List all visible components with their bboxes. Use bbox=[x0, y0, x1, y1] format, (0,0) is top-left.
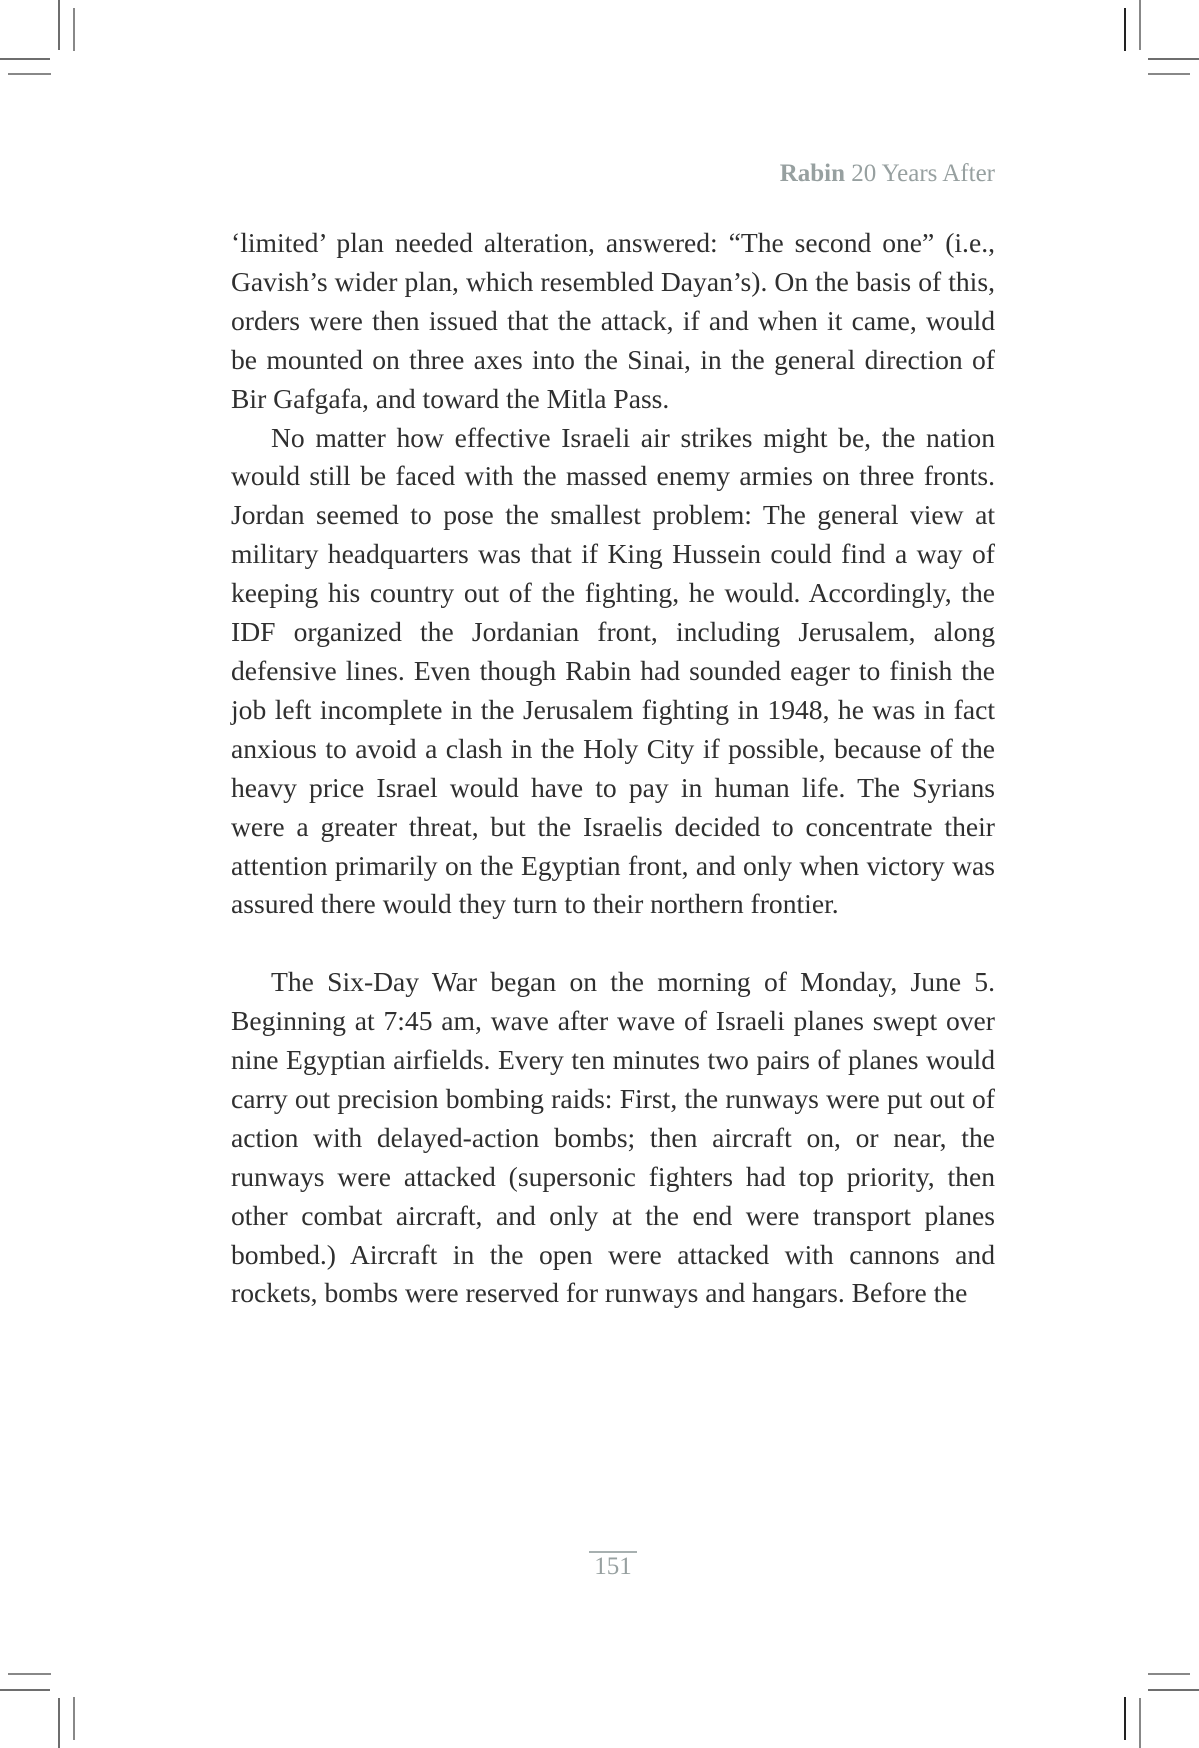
crop-mark-bottom-left-vertical-inner bbox=[73, 1697, 75, 1740]
paragraph: No matter how effective Israeli air strikes might be, the nation would still be faced with the massed enemy armies on three fronts. Jordan seemed to pose the smallest problem: The general view at military headquarters was that if King Hussein could find a way of keeping his country out of the fighting, he would. Accordingly, the IDF organized the Jordanian front, including Jerusalem, along defensive lines. Even though Rabin had sounded eager to finish the job left incomplete in the Jerusalem fighting in 1948, he was in fact anxious to avoid a clash in the Holy City if possible, because of the heavy price Israel would have to pay in human life. The Syrians were a greater threat, but the Israelis decided to concentrate their attention primarily on the Egyptian front, and only when victory was assured there would they turn to their northern frontier. bbox=[231, 421, 995, 920]
crop-mark-top-left-horizontal-outer bbox=[0, 58, 50, 60]
paragraph-continued: ‘limited’ plan needed alteration, answered: “The second one” (i.e., Gavish’s wider plan, which resembled Dayan’s). On the basis of this, orders were then issued that the attack, if and when it came, would be mounted on three axes into the Sinai, in the general direction of Bir Gafgafa, and toward the Mitla Pass. bbox=[231, 227, 995, 414]
running-head-bold: Rabin bbox=[779, 160, 845, 187]
crop-mark-bottom-right-vertical-inner bbox=[1124, 1697, 1126, 1740]
crop-mark-top-right-horizontal-inner bbox=[1148, 73, 1190, 75]
crop-mark-top-right-vertical-outer bbox=[1139, 0, 1141, 50]
crop-mark-top-right-vertical-inner bbox=[1124, 8, 1126, 51]
crop-mark-bottom-right-vertical-outer bbox=[1139, 1698, 1141, 1748]
crop-mark-top-right-horizontal-outer bbox=[1148, 58, 1199, 60]
crop-mark-bottom-left-vertical-outer bbox=[58, 1698, 60, 1748]
page-number: 151 bbox=[589, 1551, 637, 1580]
crop-mark-bottom-right-horizontal-inner bbox=[1148, 1673, 1190, 1675]
crop-mark-top-left-vertical-inner bbox=[73, 8, 75, 51]
crop-mark-bottom-left-horizontal-outer bbox=[0, 1689, 50, 1691]
body-text bbox=[231, 224, 995, 1313]
paragraph-section-start: The Six-Day War began on the morning of Monday, June 5. Beginning at 7:45 am, wave after wave of Israeli planes swept over nine Egyptian airfields. Every ten minutes two pairs of planes would carry out precision bombing raids: First, the runways were put out of action with delayed-action bombs; then aircraft on, or near, the runways were attacked (supersonic fighters had top priority, then other combat aircraft, and only at the end were transport planes bombed.) Aircraft in the open were attacked with cannons and rockets, bombs were reserved for runways and hangars. Before the bbox=[231, 966, 995, 1309]
running-head bbox=[780, 160, 995, 188]
crop-mark-top-left-horizontal-inner bbox=[8, 73, 51, 75]
crop-mark-bottom-right-horizontal-outer bbox=[1148, 1689, 1199, 1691]
crop-mark-bottom-left-horizontal-inner bbox=[8, 1673, 51, 1675]
running-head-rest: 20 Years After bbox=[845, 160, 995, 187]
crop-mark-top-left-vertical-outer bbox=[58, 0, 60, 50]
